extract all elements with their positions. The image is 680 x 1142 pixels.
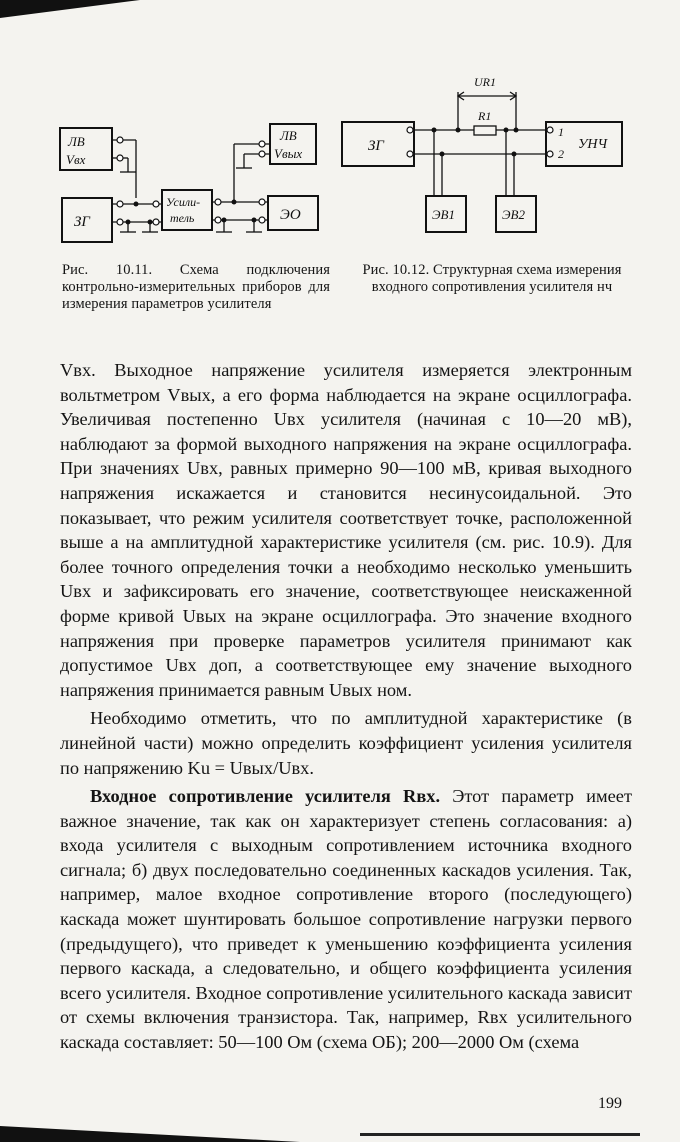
page-corner-shadow-bottom: [0, 1126, 300, 1142]
fig12-label-r1: R1: [478, 109, 492, 123]
fig11-label-amplifier-2: тель: [170, 211, 195, 225]
paragraph-2: Необходимо отметить, что по амплитудной характеристике (в линейной части) можно определить коэффициент усиления усилителя по напряжению Ku = Uвых/Uвх.: [60, 708, 632, 778]
fig12-label-generator: ЗГ: [368, 138, 384, 154]
fig12-label-pin-2: 2: [558, 147, 564, 161]
body-text: [60, 358, 632, 1055]
fig12-label-u-r1: UR1: [474, 75, 496, 89]
page-number: 199: [598, 1095, 622, 1112]
fig11-label-oscilloscope: ЭО: [280, 207, 301, 223]
fig12-label-ev2: ЭВ2: [502, 207, 525, 222]
section-heading-input-resistance: Входное сопротивление усилителя Rвх.: [90, 786, 441, 807]
fig11-label-v-in: Vвх: [66, 152, 86, 167]
fig11-label-lv-out: ЛВ: [280, 128, 297, 143]
fig11-label-generator: ЗГ: [74, 214, 90, 230]
fig11-label-lv-in: ЛВ: [68, 134, 85, 149]
figure-10-11-diagram: [58, 118, 328, 250]
paragraph-1: Vвх. Выходное напряжение усилителя измеряется электронным вольтметром Vвых, а его форма наблюдается на экране осциллографа. Увеличивая постепенно Uвх усилителя (начиная с 10—20 мВ), наблюдают за формой выходного напряжения на экране осциллографа. При значениях Uвх, равных примерно 90—100 мВ, кривая выходного напряжения искажается и становится несинусоидальной. Это показывает, что режим усилителя соответствует точке, расположенной выше a на амплитудной характеристике усилителя (см. рис. 10.9). Для более точного определения точки a необходимо несколько уменьшить Uвх и зафиксировать его значение, соответствующее неискаженной форме кривой Uвых на экране осциллографа. Это значение входного напряжения при проверке параметров усилителя принимают как допустимое Uвх доп, а соответствующее ему значение выходного напряжения принимается равным Uвых ном.: [60, 360, 632, 700]
fig12-label-amplifier: УНЧ: [578, 137, 608, 152]
figure-10-12-caption: Рис. 10.12. Структурная схема измерения входного сопротивления усилителя нч: [362, 262, 622, 295]
figure-10-11-caption: Рис. 10.11. Схема подключения контрольно-измерительных приборов для измерения параметров усилителя: [62, 262, 330, 312]
figure-10-12-diagram: [338, 72, 638, 240]
fig12-label-pin-1: 1: [558, 125, 564, 139]
fig12-label-ev1: ЭВ1: [432, 207, 455, 222]
paragraph-3-text: Этот параметр имеет важное значение, так как он характеризует степень согласования: а) входа усилителя с выходным сопротивлением источника входного сигнала; б) двух последовательно соединенных каскадов усиления. Так, например, малое входное сопротивление второго (последующего) каскада может шунтировать большое сопротивление нагрузки первого (предыдущего), что приведет к уменьшению коэффициента усиления первого каскада, а следовательно, и общего коэффициента усиления всего усилителя. Входное сопротивление усилительного каскада зависит от схемы включения транзистора. Так, например, Rвх усилительного каскада составляет: 50—100 Ом (схема ОБ); 200—2000 Ом (схема: [60, 786, 632, 1053]
paragraph-3: [60, 784, 632, 1055]
bottom-edge-rule: [360, 1133, 640, 1136]
fig11-label-v-out: Vвых: [274, 146, 303, 161]
fig11-label-amplifier-1: Усили-: [166, 195, 201, 209]
page-corner-shadow-top: [0, 0, 140, 18]
